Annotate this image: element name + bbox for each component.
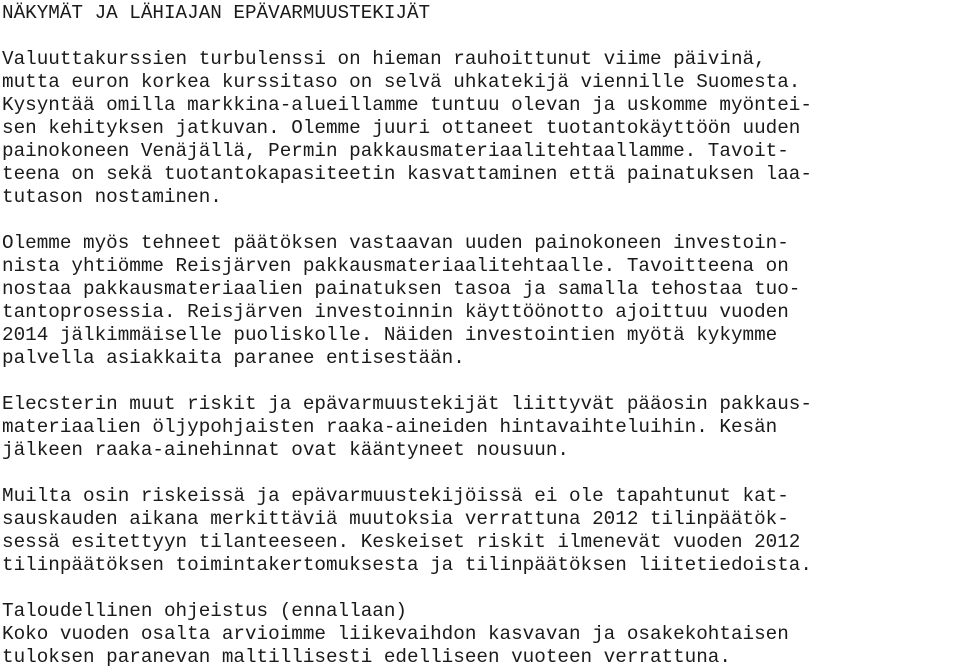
text-line: Koko vuoden osalta arvioimme liikevaihdon kasvavan ja osakekohtaisen — [2, 623, 789, 645]
text-line: 2014 jälkimmäiselle puoliskolle. Näiden investointien myötä kykymme — [2, 324, 778, 346]
text-line: mutta euron korkea kurssitaso on selvä uhkatekijä viennille Suomesta. — [2, 71, 801, 93]
text-line: materiaalien öljypohjaisten raaka-aineiden hintavaihteluihin. Kesän — [2, 416, 778, 438]
text-line: tuloksen paranevan maltillisesti edelliseen vuoteen verrattuna. — [2, 646, 731, 668]
text-line: tutason nostaminen. — [2, 186, 222, 208]
text-line: sauskauden aikana merkittäviä muutoksia verrattuna 2012 tilinpäätök- — [2, 508, 789, 530]
guidance-subheading: Taloudellinen ohjeistus (ennallaan) — [2, 600, 407, 622]
text-line: teena on sekä tuotantokapasiteetin kasvattaminen että painatuksen laa- — [2, 163, 812, 185]
text-line: nostaa pakkausmateriaalien painatuksen tasoa ja samalla tehostaa tuo- — [2, 278, 801, 300]
text-line: sen kehityksen jatkuvan. Olemme juuri ottaneet tuotantokäyttöön uuden — [2, 117, 801, 139]
text-line: palvella asiakkaita paranee entisestään. — [2, 347, 465, 369]
text-line: Valuuttakurssien turbulenssi on hieman rauhoittunut viime päivinä, — [2, 48, 766, 70]
text-line: Kysyntää omilla markkina-alueillamme tuntuu olevan ja uskomme myöntei- — [2, 94, 812, 116]
text-line: jälkeen raaka-ainehinnat ovat kääntyneet nousuun. — [2, 439, 569, 461]
section-heading: NÄKYMÄT JA LÄHIAJAN EPÄVARMUUSTEKIJÄT — [2, 2, 431, 24]
text-line: painokoneen Venäjällä, Permin pakkausmateriaalitehtaallamme. Tavoit- — [2, 140, 789, 162]
text-line: Elecsterin muut riskit ja epävarmuustekijät liittyvät pääosin pakkaus- — [2, 393, 812, 415]
text-line: Muilta osin riskeissä ja epävarmuustekijöissä ei ole tapahtunut kat- — [2, 485, 789, 507]
text-line: tantoprosessia. Reisjärven investoinnin käyttöönotto ajoittuu vuoden — [2, 301, 789, 323]
text-line: sessä esitettyyn tilanteeseen. Keskeiset riskit ilmenevät vuoden 2012 — [2, 531, 801, 553]
text-line: Olemme myös tehneet päätöksen vastaavan uuden painokoneen investoin- — [2, 232, 789, 254]
text-line: tilinpäätöksen toimintakertomuksesta ja tilinpäätöksen liitetiedoista. — [2, 554, 812, 576]
text-line: nista yhtiömme Reisjärven pakkausmateriaalitehtaalle. Tavoitteena on — [2, 255, 789, 277]
